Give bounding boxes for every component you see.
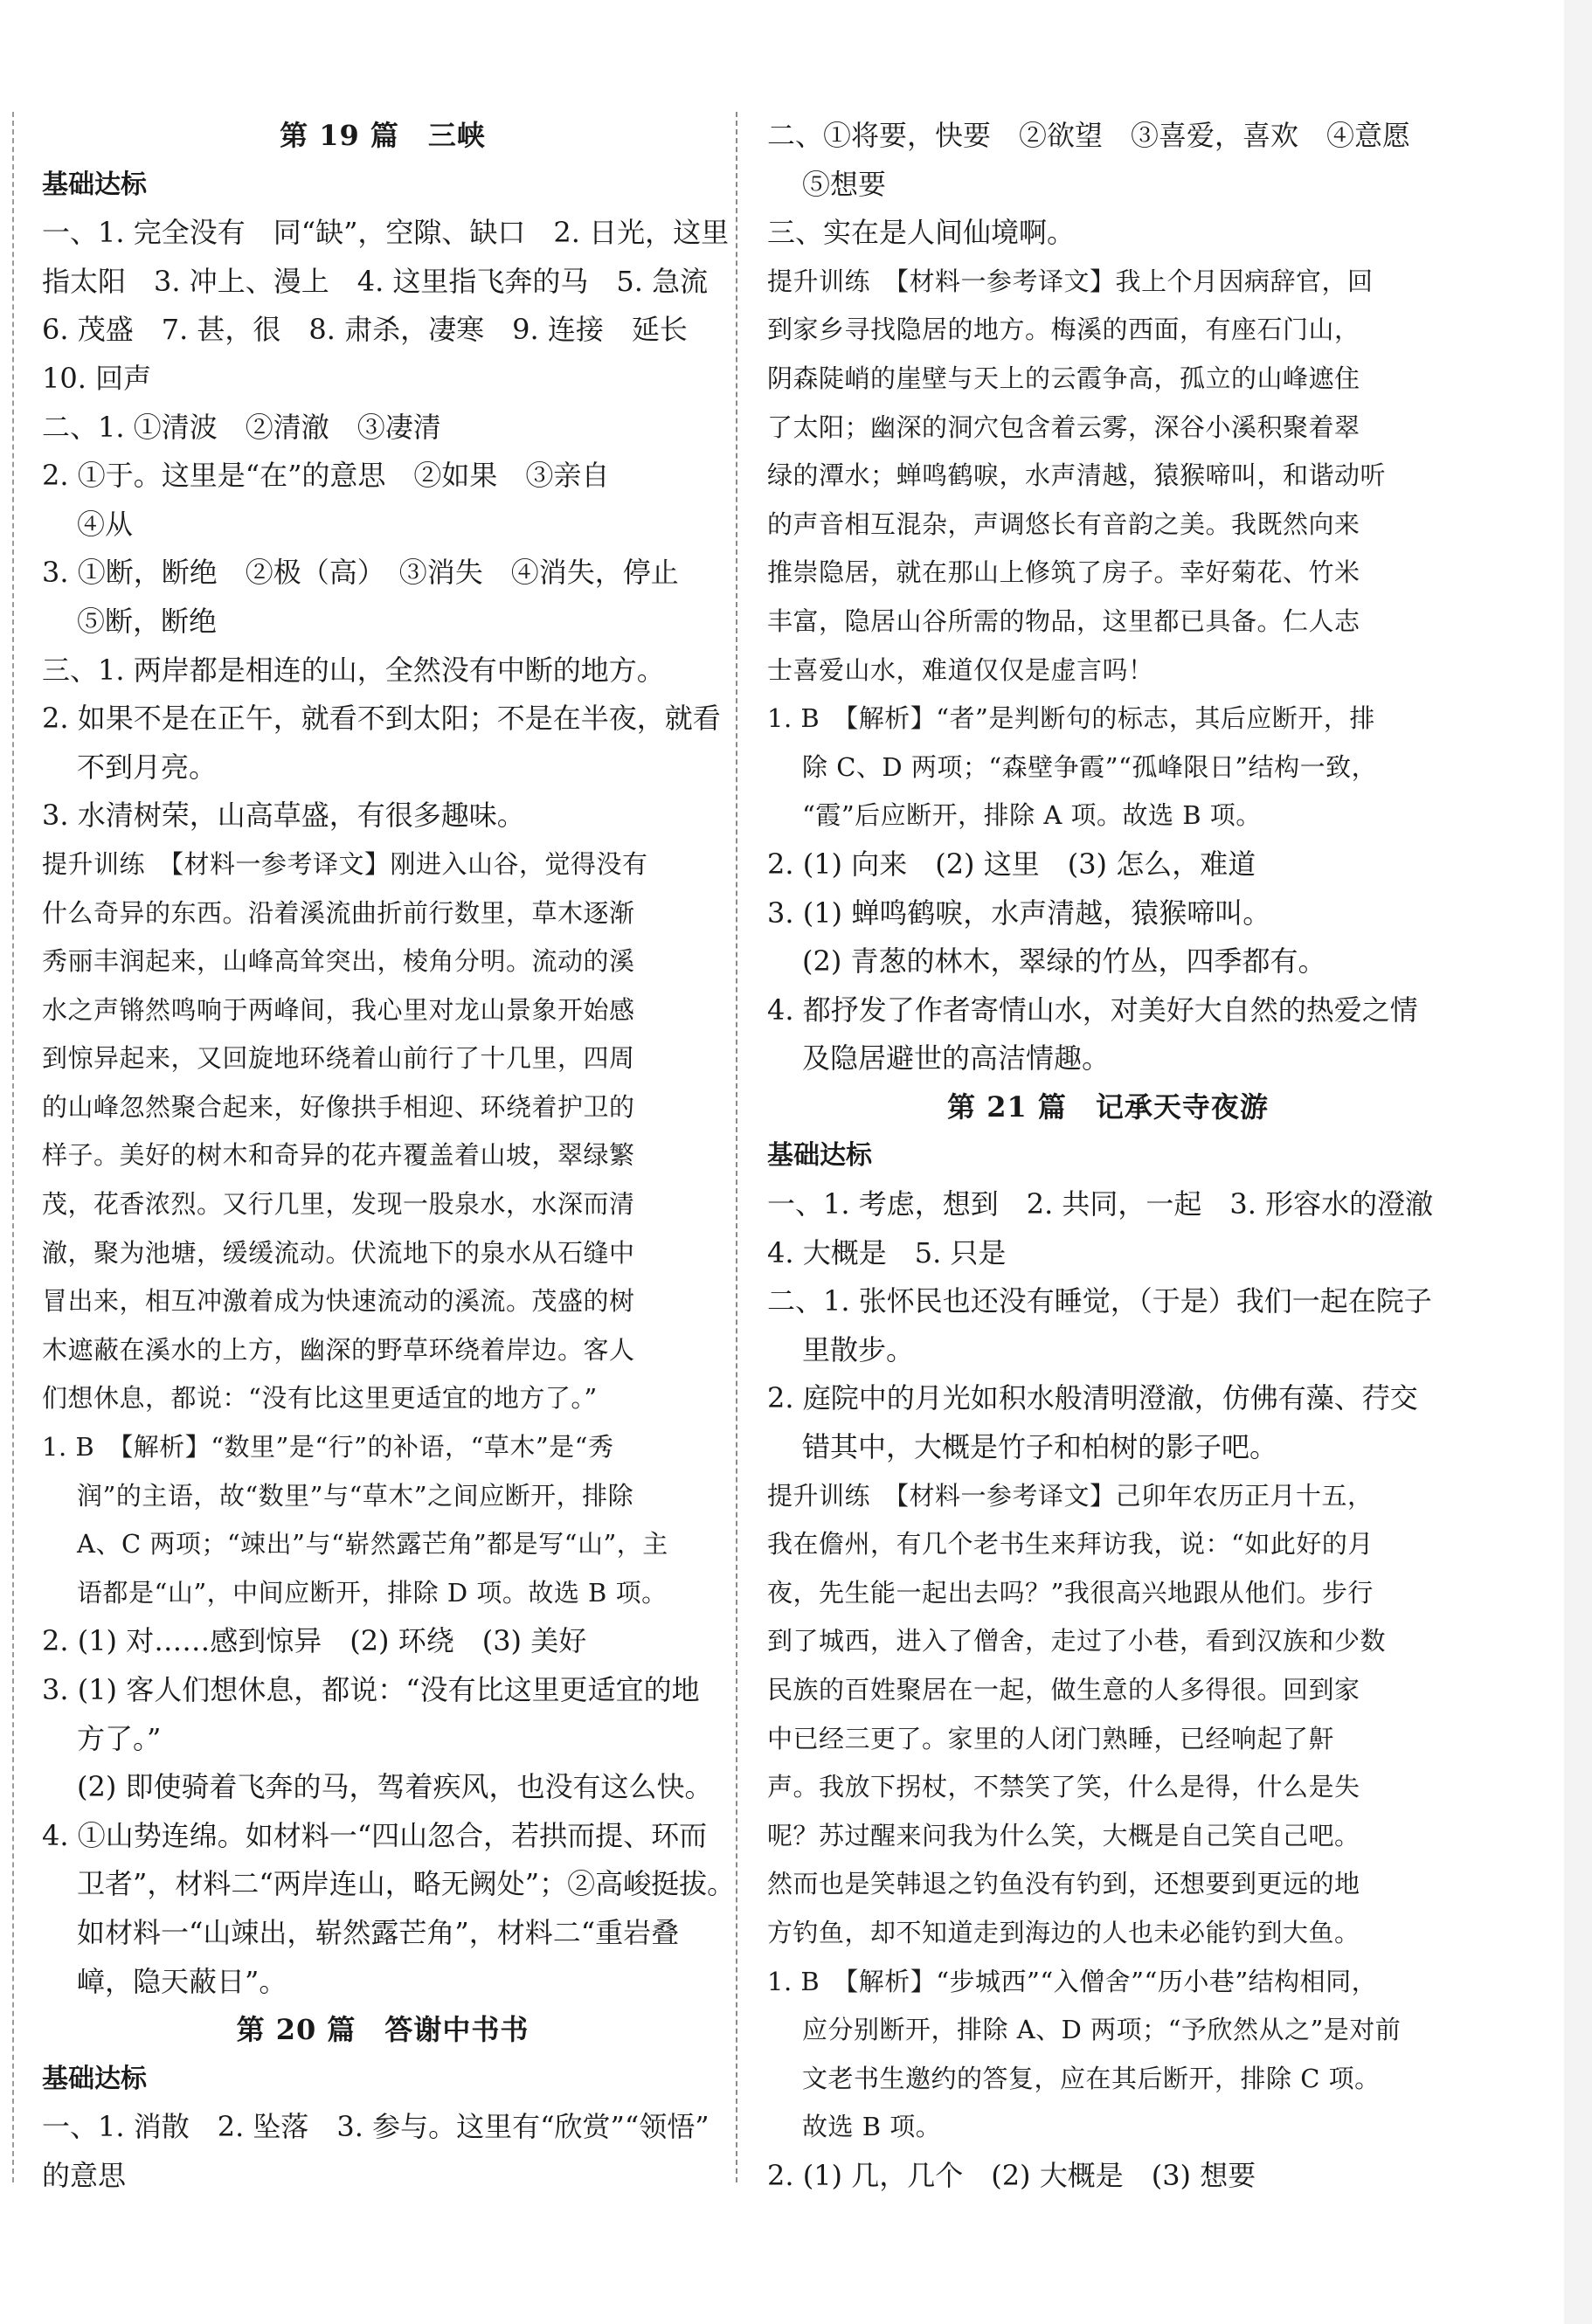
text-line: 10. 回声 (42, 361, 152, 395)
section-title: 第 21 篇 记承天寺夜游 (947, 1089, 1269, 1124)
text-line: 绿的潭水；蝉鸣鹤唳，水声清越，猿猴啼叫，和谐动听 (767, 460, 1387, 491)
text-line: 澈，聚为池塘，缓缓流动。伏流地下的泉水从石缝中 (42, 1237, 635, 1268)
text-line: 3. 水清树荣，山高草盛，有很多趣味。 (42, 799, 525, 833)
text-line: 到惊异起来，又回旋地环绕着山前行了十几里，四周 (42, 1043, 635, 1074)
text-line: 指太阳 3. 冲上、漫上 4. 这里指飞奔的马 5. 急流 (42, 264, 709, 298)
text-line: 2. 庭院中的月光如积水般清明澄澈，仿佛有藻、荇交 (767, 1381, 1418, 1415)
text-line: 1. B 【解析】“步城西”“入僧舍”“历小巷”结构相同， (767, 1966, 1378, 1996)
text-line: 嶂，隐天蔽日”。 (77, 1964, 287, 1998)
right-column (767, 112, 1449, 2201)
text-line: ④从 (77, 507, 134, 541)
text-line: 木遮蔽在溪水的上方，幽深的野草环绕着岸边。客人 (42, 1334, 635, 1365)
text-line: 故选 B 项。 (802, 2112, 942, 2142)
text-line: 士喜爱山水，难道仅仅是虚言吗！ (767, 654, 1154, 685)
column-divider (736, 112, 737, 2182)
text-line: 中已经三更了。家里的人闭门熟睡，已经响起了鼾 (767, 1723, 1335, 1753)
section-title: 第 19 篇 三峡 (280, 119, 486, 152)
left-margin-rule (12, 112, 14, 2182)
text-line: 到了城西，进入了僧舍，走过了小巷，看到汉族和少数 (767, 1626, 1387, 1657)
text-line: 方了。” (77, 1721, 162, 1755)
text-line: 3. (1) 蝉鸣鹤唳，水声清越，猿猴啼叫。 (767, 896, 1271, 930)
text-line: 二、1. ①清波 ②清澈 ③凄清 (42, 410, 441, 444)
text-line: 润”的主语，故“数里”与“草木”之间应断开，排除 (77, 1480, 634, 1511)
text-line: A、C 两项；“竦出”与“崭然露芒角”都是写“山”，主 (77, 1529, 668, 1560)
text-line: 的意思 (42, 2158, 127, 2192)
text-line: 提升训练 【材料一参考译文】我上个月因病辞官，回 (767, 266, 1374, 296)
text-line: 一、1. 完全没有 同“缺”，空隙、缺口 2. 日光，这里 (42, 216, 730, 250)
subsection-heading: 基础达标 (42, 2063, 147, 2094)
text-line: 水之声锵然鸣响于两峰间，我心里对龙山景象开始感 (42, 994, 635, 1025)
text-line: 2. 如果不是在正午，就看不到太阳；不是在半夜，就看 (42, 702, 721, 736)
text-line: 2. (1) 对……感到惊异 (2) 环绕 (3) 美好 (42, 1624, 587, 1658)
text-line: 提升训练 【材料一参考译文】刚进入山谷，觉得没有 (42, 848, 648, 879)
text-line: 了太阳；幽深的洞穴包含着云雾，深谷小溪积聚着翠 (767, 412, 1360, 442)
text-line: 一、1. 考虑，想到 2. 共同，一起 3. 形容水的澄澈 (767, 1187, 1434, 1221)
text-line: 秀丽丰润起来，山峰高耸突出，棱角分明。流动的溪 (42, 946, 635, 977)
text-line: 二、1. 张怀民也还没有睡觉，（于是）我们一起在院子 (767, 1284, 1432, 1318)
text-line: 样子。美好的树木和奇异的花卉覆盖着山坡，翠绿繁 (42, 1140, 635, 1171)
text-line: 2. (1) 向来 (2) 这里 (3) 怎么，难道 (767, 847, 1256, 881)
text-line: 阴森陡峭的崖壁与天上的云霞争高，孤立的山峰遮住 (767, 363, 1360, 393)
text-line: 一、1. 消散 2. 坠落 3. 参与。这里有“欣赏”“领悟” (42, 2110, 709, 2144)
subsection-heading: 基础达标 (42, 169, 147, 200)
text-line: 卫者”，材料二“两岸连山，略无阙处”；②高峻挺拔。 (77, 1867, 736, 1901)
text-line: 什么奇异的东西。沿着溪流曲折前行数里，草木逐渐 (42, 897, 635, 928)
left-column (42, 112, 736, 2201)
text-line: 2. ①于。这里是“在”的意思 ②如果 ③亲自 (42, 459, 610, 493)
text-line: 4. 都抒发了作者寄情山水，对美好大自然的热爱之情 (767, 993, 1418, 1027)
text-line: (2) 青葱的林木，翠绿的竹丛，四季都有。 (802, 944, 1326, 979)
text-line: 丰富，隐居山谷所需的物品，这里都已具备。仁人志 (767, 605, 1360, 636)
text-line: 错其中，大概是竹子和柏树的影子吧。 (802, 1430, 1278, 1464)
text-line: 文老书生邀约的答复，应在其后断开，排除 C 项。 (802, 2063, 1381, 2093)
text-line: 推崇隐居，就在那山上修筑了房子。幸好菊花、竹米 (767, 557, 1360, 588)
text-line: 1. B 【解析】“者”是判断句的标志，其后应断开，排 (767, 703, 1375, 734)
text-line: 3. (1) 客人们想休息，都说：“没有比这里更适宜的地 (42, 1673, 700, 1706)
text-line: 里散步。 (802, 1332, 915, 1366)
text-line: 提升训练 【材料一参考译文】己卯年农历正月十五， (767, 1480, 1374, 1511)
text-line: 1. B 【解析】“数里”是“行”的补语，“草木”是“秀 (42, 1432, 614, 1463)
text-line: 4. 大概是 5. 只是 (767, 1235, 1007, 1269)
text-line: 茂，花香浓烈。又行几里，发现一股泉水，水深而清 (42, 1189, 635, 1220)
text-line: 如材料一“山竦出，崭然露芒角”，材料二“重岩叠 (77, 1915, 680, 1949)
text-line: 语都是“山”，中间应断开，排除 D 项。故选 B 项。 (77, 1577, 668, 1608)
text-line: 民族的百姓聚居在一起，做生意的人多得很。回到家 (767, 1675, 1360, 1705)
section-title: 第 20 篇 答谢中书书 (236, 2013, 530, 2047)
text-line: (2) 即使骑着飞奔的马，驾着疾风，也没有这么快。 (77, 1770, 713, 1804)
text-line: 6. 茂盛 7. 甚，很 8. 肃杀，凄寒 9. 连接 延长 (42, 313, 688, 347)
text-line: 应分别断开，排除 A、D 两项；“予欣然从之”是对前 (802, 2015, 1402, 2045)
text-line: 三、1. 两岸都是相连的山，全然没有中断的地方。 (42, 653, 665, 687)
text-line: 冒出来，相互冲激着成为快速流动的溪流。茂盛的树 (42, 1286, 635, 1317)
text-line: 们想休息，都说：“没有比这里更适宜的地方了。” (42, 1383, 598, 1414)
text-line: 三、实在是人间仙境啊。 (767, 216, 1076, 250)
text-line: 的声音相互混杂，声调悠长有音韵之美。我既然向来 (767, 508, 1360, 539)
text-line: 夜，先生能一起出去吗？”我很高兴地跟从他们。步行 (767, 1577, 1374, 1608)
text-line: 呢？苏过醒来问我为什么笑，大概是自己笑自己吧。 (767, 1820, 1360, 1850)
text-line: 然而也是笑韩退之钓鱼没有钓到，还想要到更远的地 (767, 1869, 1360, 1899)
text-line: 除 C、D 两项；“森壁争霞”“孤峰限日”结构一致， (802, 751, 1378, 782)
text-line: 我在儋州，有几个老书生来拜访我，说：“如此好的月 (767, 1529, 1374, 1560)
text-line: 方钓鱼，却不知道走到海边的人也未必能钓到大鱼。 (767, 1917, 1360, 1947)
text-line: 不到月亮。 (77, 750, 218, 784)
text-line: 声。我放下拐杖，不禁笑了笑，什么是得，什么是失 (767, 1772, 1360, 1802)
text-line: 二、①将要，快要 ②欲望 ③喜爱，喜欢 ④意愿 (767, 119, 1411, 152)
subsection-heading: 基础达标 (767, 1140, 872, 1172)
text-line: 的山峰忽然聚合起来，好像拱手相迎、环绕着护卫的 (42, 1091, 635, 1122)
text-line: 及隐居避世的高洁情趣。 (802, 1041, 1111, 1076)
text-line: ⑤想要 (802, 167, 887, 201)
text-line: 3. ①断，断绝 ②极（高） ③消失 ④消失，停止 (42, 556, 679, 590)
text-line: 到家乡寻找隐居的地方。梅溪的西面，有座石门山， (767, 315, 1360, 345)
text-line: 2. (1) 几，几个 (2) 大概是 (3) 想要 (767, 2158, 1256, 2192)
text-line: “霞”后应断开，排除 A 项。故选 B 项。 (802, 800, 1262, 831)
text-line: 4. ①山势连绵。如材料一“四山忽合，若拱而提、环而 (42, 1818, 708, 1852)
text-line: ⑤断，断绝 (77, 604, 218, 638)
